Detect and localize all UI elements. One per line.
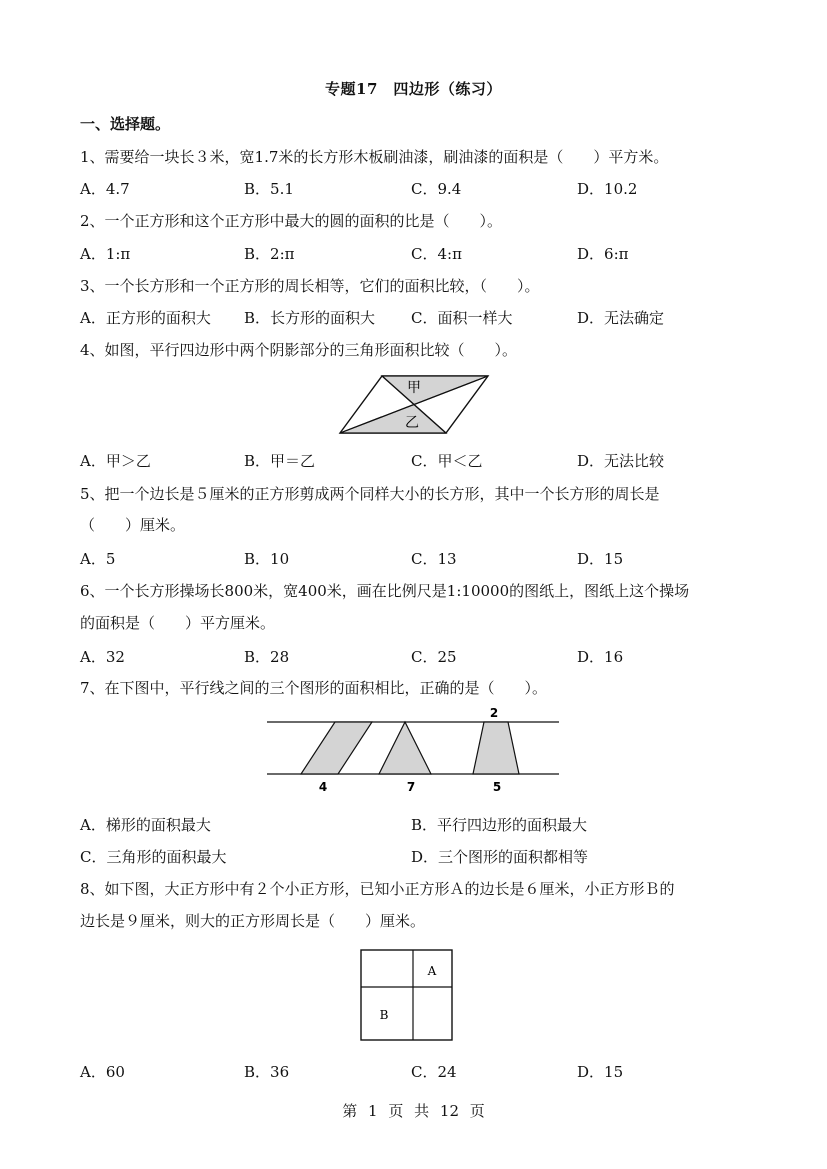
q1-option-c[interactable]: C．9.4: [411, 180, 462, 198]
question-6-options: [80, 646, 760, 668]
question-2-text: 2、一个正方形和这个正方形中最大的圆的面积的比是（ ）。: [80, 212, 503, 230]
parallelogram-figure: [335, 370, 495, 438]
question-7-text: 7、在下图中，平行线之间的三个图形的面积相比，正确的是（ ）。: [80, 679, 548, 697]
footer-word-gong: 共: [414, 1102, 430, 1120]
page-footer: [0, 1100, 827, 1121]
question-1-text: 1、需要给一块长３米，宽1.7米的长方形木板刷油漆，刷油漆的面积是（ ）平方米。: [80, 148, 669, 166]
q2-option-c[interactable]: C．4:π: [411, 245, 462, 263]
q1-option-b[interactable]: B．5.1: [244, 180, 294, 198]
q3-option-b[interactable]: B．长方形的面积大: [244, 309, 376, 327]
q7-option-c[interactable]: C．三角形的面积最大: [80, 848, 227, 866]
label-base-7: 7: [406, 780, 416, 794]
footer-word-ye-2: 页: [469, 1102, 485, 1120]
q8-option-c[interactable]: C．24: [411, 1063, 457, 1081]
label-base-5: 5: [492, 780, 502, 794]
section-heading: 一、选择题。: [80, 115, 171, 133]
page-title: 专题17 四边形（练习）: [325, 80, 502, 98]
footer-word-ye: 页: [388, 1102, 404, 1120]
triangle-shape: [379, 722, 431, 774]
q7-option-d[interactable]: D．三个图形的面积都相等: [411, 848, 589, 866]
label-base-4: 4: [318, 780, 328, 794]
label-square-b: B: [379, 1008, 389, 1022]
trapezoid-shape: [473, 722, 519, 774]
footer-current-page: 1: [367, 1102, 378, 1120]
q8-option-b[interactable]: B．36: [244, 1063, 290, 1081]
question-7-options-row1: [80, 814, 760, 836]
q4-option-b[interactable]: B．甲＝乙: [244, 452, 316, 470]
question-4-text: 4、如图，平行四边形中两个阴影部分的三角形面积比较（ ）。: [80, 341, 518, 359]
footer-word-di: 第: [342, 1102, 358, 1120]
q2-option-b[interactable]: B．2:π: [244, 245, 295, 263]
q4-option-d[interactable]: D．无法比较: [577, 452, 665, 470]
question-8-options: [80, 1061, 760, 1083]
footer-total-pages: 12: [439, 1102, 459, 1120]
parallel-lines-figure: [265, 704, 561, 796]
q6-option-d[interactable]: D．16: [577, 648, 624, 666]
q4-option-c[interactable]: C．甲＜乙: [411, 452, 483, 470]
q5-option-a[interactable]: A．5: [80, 550, 116, 568]
question-7-options-row2: [80, 846, 760, 868]
question-1-options: [80, 178, 760, 200]
parallelogram-shape: [301, 722, 372, 774]
q2-option-a[interactable]: A．1:π: [80, 245, 131, 263]
question-8-text-line2: 边长是９厘米，则大的正方形周长是（ ）厘米。: [80, 912, 426, 930]
q3-option-c[interactable]: C．面积一样大: [411, 309, 513, 327]
q2-option-d[interactable]: D．6:π: [577, 245, 629, 263]
q5-option-b[interactable]: B．10: [244, 550, 290, 568]
q5-option-c[interactable]: C．13: [411, 550, 457, 568]
q7-option-a[interactable]: A．梯形的面积最大: [80, 816, 211, 834]
question-3-text: 3、一个长方形和一个正方形的周长相等，它们的面积比较，（ ）。: [80, 277, 540, 295]
question-6-text-line1: 6、一个长方形操场长800米，宽400米，画在比例尺是1:10000的图纸上，图纸上这个操场: [80, 582, 690, 600]
label-yi: 乙: [405, 415, 419, 431]
q8-option-a[interactable]: A．60: [80, 1063, 125, 1081]
q6-option-b[interactable]: B．28: [244, 648, 290, 666]
q3-option-a[interactable]: A．正方形的面积大: [80, 309, 211, 327]
q6-option-a[interactable]: A．32: [80, 648, 125, 666]
label-square-a: A: [427, 964, 437, 978]
q8-option-d[interactable]: D．15: [577, 1063, 624, 1081]
label-top-2: 2: [489, 706, 499, 720]
squares-figure: [359, 948, 455, 1042]
q7-option-b[interactable]: B．平行四边形的面积最大: [411, 816, 588, 834]
label-jia: 甲: [407, 380, 421, 396]
question-5-options: [80, 548, 760, 570]
q5-option-d[interactable]: D．15: [577, 550, 624, 568]
question-6-text-line2: 的面积是（ ）平方厘米。: [80, 614, 276, 632]
question-2-options: [80, 243, 760, 265]
q6-option-c[interactable]: C．25: [411, 648, 457, 666]
question-4-options: [80, 450, 760, 472]
question-5-text-line1: 5、把一个边长是５厘米的正方形剪成两个同样大小的长方形，其中一个长方形的周长是: [80, 485, 660, 503]
q4-option-a[interactable]: A．甲＞乙: [80, 452, 151, 470]
q1-option-d[interactable]: D．10.2: [577, 180, 638, 198]
question-3-options: [80, 307, 760, 329]
question-5-text-line2: （ ）厘米。: [80, 516, 186, 534]
question-8-text-line1: 8、如下图，大正方形中有２个小正方形，已知小正方形Ａ的边长是６厘米，小正方形Ｂ的: [80, 880, 675, 898]
q3-option-d[interactable]: D．无法确定: [577, 309, 665, 327]
q1-option-a[interactable]: A．4.7: [80, 180, 130, 198]
